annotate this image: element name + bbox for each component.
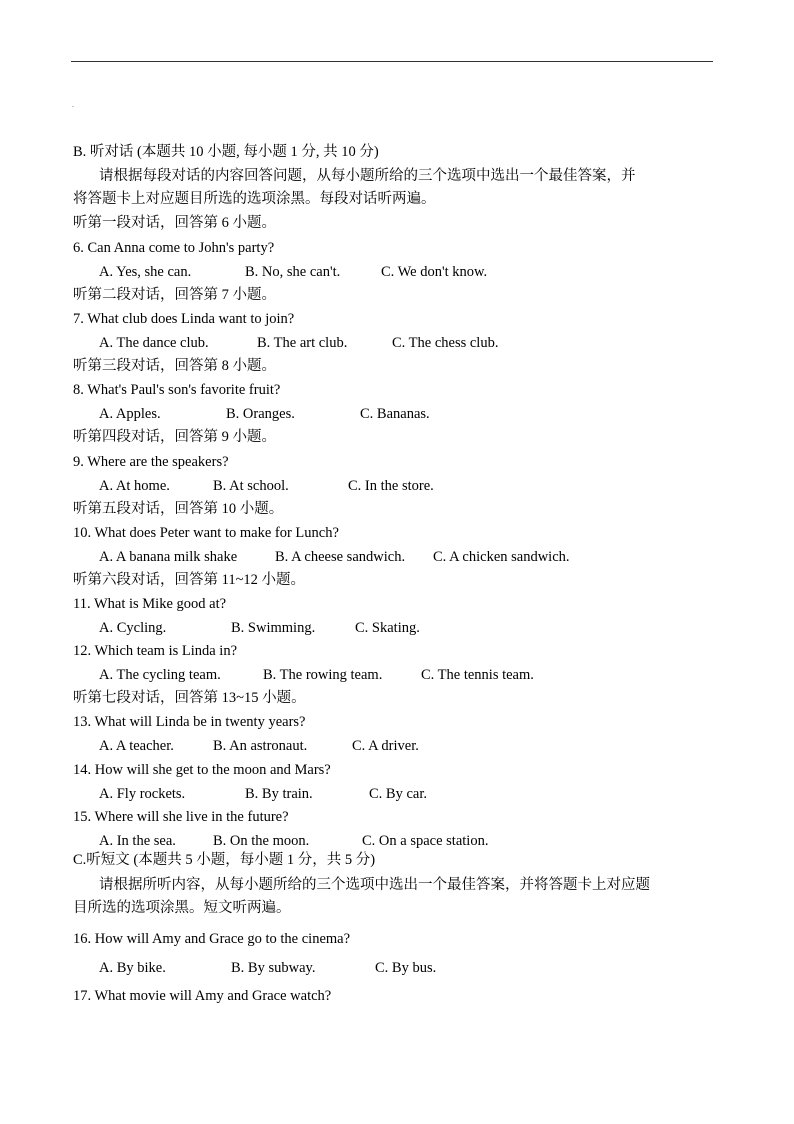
- question-9: 9. Where are the speakers?: [73, 454, 229, 470]
- option-c: C. We don't know.: [381, 264, 488, 280]
- option-a: A. The dance club.: [99, 335, 209, 351]
- option-c: C. A driver.: [352, 738, 419, 754]
- option-b: B. By train.: [245, 786, 313, 802]
- option-c: C. The chess club.: [392, 335, 499, 351]
- question-13: 13. What will Linda be in twenty years?: [73, 714, 306, 730]
- question-10: 10. What does Peter want to make for Lunch?: [73, 525, 339, 541]
- question-11: 11. What is Mike good at?: [73, 596, 227, 612]
- dialogue-5-label: 听第五段对话，回答第 10 小题。: [73, 501, 284, 517]
- option-b: B. An astronaut.: [213, 738, 308, 754]
- dialogue-2-label: 听第二段对话，回答第 7 小题。: [73, 287, 276, 303]
- dialogue-4-label: 听第四段对话，回答第 9 小题。: [73, 429, 276, 445]
- option-b: B. At school.: [213, 478, 289, 494]
- dialogue-3-label: 听第三段对话，回答第 8 小题。: [73, 358, 276, 374]
- header-rule: [71, 61, 713, 62]
- option-a: A. Fly rockets.: [99, 786, 186, 802]
- option-a: A. The cycling team.: [99, 667, 221, 683]
- option-a: A. In the sea.: [99, 833, 176, 849]
- option-b: B. A cheese sandwich.: [275, 549, 406, 565]
- question-6: 6. Can Anna come to John's party?: [73, 240, 275, 256]
- option-a: A. Yes, she can.: [99, 264, 192, 280]
- option-b: B. No, she can't.: [245, 264, 341, 280]
- question-17: 17. What movie will Amy and Grace watch?: [73, 988, 332, 1004]
- stray-mark: .: [72, 100, 74, 109]
- option-c: C. Bananas.: [360, 406, 430, 422]
- question-8: 8. What's Paul's son's favorite fruit?: [73, 382, 281, 398]
- option-c: C. The tennis team.: [421, 667, 534, 683]
- option-c: C. By bus.: [375, 960, 437, 976]
- question-15: 15. Where will she live in the future?: [73, 809, 289, 825]
- option-a: A. A teacher.: [99, 738, 174, 754]
- option-b: B. Swimming.: [231, 620, 316, 636]
- option-a: A. Cycling.: [99, 620, 167, 636]
- dialogue-7-label: 听第七段对话，回答第 13~15 小题。: [73, 690, 306, 706]
- dialogue-1-label: 听第一段对话，回答第 6 小题。: [73, 215, 276, 231]
- section-c-instruction: 请根据所听内容，从每小题所给的三个选项中选出一个最佳答案，并将答题卡上对应题: [99, 877, 650, 893]
- option-b: B. On the moon.: [213, 833, 310, 849]
- option-b: B. Oranges.: [226, 406, 295, 422]
- option-a: A. At home.: [99, 478, 170, 494]
- option-c: C. On a space station.: [362, 833, 489, 849]
- option-a: A. Apples.: [99, 406, 161, 422]
- section-c-instruction-cont: 目所选的选项涂黑。短文听两遍。: [73, 900, 291, 916]
- dialogue-6-label: 听第六段对话，回答第 11~12 小题。: [73, 572, 306, 588]
- option-c: C. In the store.: [348, 478, 434, 494]
- question-16: 16. How will Amy and Grace go to the cinema?: [73, 931, 351, 947]
- option-b: B. By subway.: [231, 960, 316, 976]
- option-b: B. The art club.: [257, 335, 348, 351]
- option-a: A. By bike.: [99, 960, 166, 976]
- option-c: C. A chicken sandwich.: [433, 549, 570, 565]
- question-14: 14. How will she get to the moon and Mars?: [73, 762, 331, 778]
- section-b-instruction: 请根据每段对话的内容回答问题，从每小题所给的三个选项中选出一个最佳答案，并: [99, 168, 636, 184]
- option-c: C. By car.: [369, 786, 427, 802]
- option-b: B. The rowing team.: [263, 667, 383, 683]
- section-c-heading: C.听短文 (本题共 5 小题，每小题 1 分，共 5 分): [73, 852, 376, 868]
- option-c: C. Skating.: [355, 620, 420, 636]
- section-b-instruction-cont: 将答题卡上对应题目所选的选项涂黑。每段对话听两遍。: [73, 191, 436, 207]
- question-12: 12. Which team is Linda in?: [73, 643, 238, 659]
- option-a: A. A banana milk shake: [99, 549, 238, 565]
- question-7: 7. What club does Linda want to join?: [73, 311, 295, 327]
- section-b-heading: B. 听对话 (本题共 10 小题, 每小题 1 分, 共 10 分): [73, 144, 379, 160]
